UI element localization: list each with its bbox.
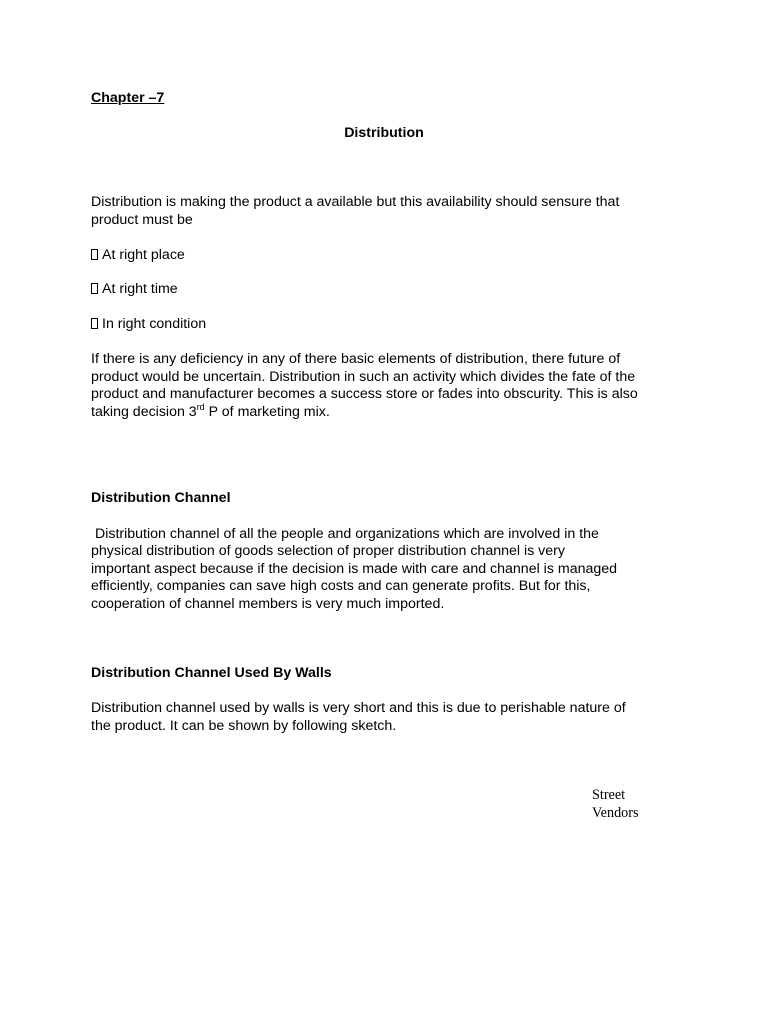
missing-glyph-box-icon — [91, 283, 98, 294]
chapter-heading: Chapter –7 — [91, 90, 165, 106]
paragraph-line: efficiently, companies can save high costs and can generate profits. But for this, — [91, 578, 591, 594]
paragraph-line: product and manufacturer becomes a success store or fades into obscurity. This is also — [91, 386, 638, 402]
bullet-item — [91, 316, 206, 334]
section-heading-distribution-channel: Distribution Channel — [91, 490, 231, 506]
bullet-text: In right condition — [102, 316, 207, 332]
bullet-text: At right time — [102, 281, 178, 297]
paragraph-line: cooperation of channel members is very much imported. — [91, 596, 445, 612]
paragraph-line — [91, 404, 330, 422]
paragraph-line-text: taking decision 3 — [91, 404, 197, 420]
paragraph-line: Distribution channel used by walls is very short and this is due to perishable nature of — [91, 700, 626, 716]
bullet-item — [91, 247, 185, 265]
missing-glyph-box-icon — [91, 318, 98, 329]
paragraph-line: If there is any deficiency in any of there basic elements of distribution, there future of — [91, 351, 621, 367]
paragraph-line: product would be uncertain. Distribution in such an activity which divides the fate of the — [91, 369, 636, 385]
sketch-label-vendors: Vendors — [592, 805, 639, 821]
ordinal-superscript: rd — [196, 402, 205, 412]
paragraph-line-text: Distribution channel of all the people and organizations which are involved in the — [94, 526, 599, 542]
intro-line-2: product must be — [91, 212, 193, 228]
paragraph-line-text: P of marketing mix. — [204, 404, 330, 420]
missing-glyph-box-icon — [91, 249, 98, 260]
sketch-label-street: Street — [592, 787, 626, 803]
bullet-item — [91, 281, 178, 299]
paragraph-line — [91, 526, 599, 544]
paragraph-line: the product. It can be shown by following sketch. — [91, 718, 397, 734]
paragraph-line: important aspect because if the decision is made with care and channel is managed — [91, 561, 618, 577]
bullet-text: At right place — [102, 247, 185, 263]
section-heading-walls-channel: Distribution Channel Used By Walls — [91, 665, 332, 681]
intro-line-1: Distribution is making the product a available but this availability should sensure that — [91, 194, 620, 210]
page-title: Distribution — [344, 125, 424, 141]
paragraph-line: physical distribution of goods selection of proper distribution channel is very — [91, 543, 565, 559]
